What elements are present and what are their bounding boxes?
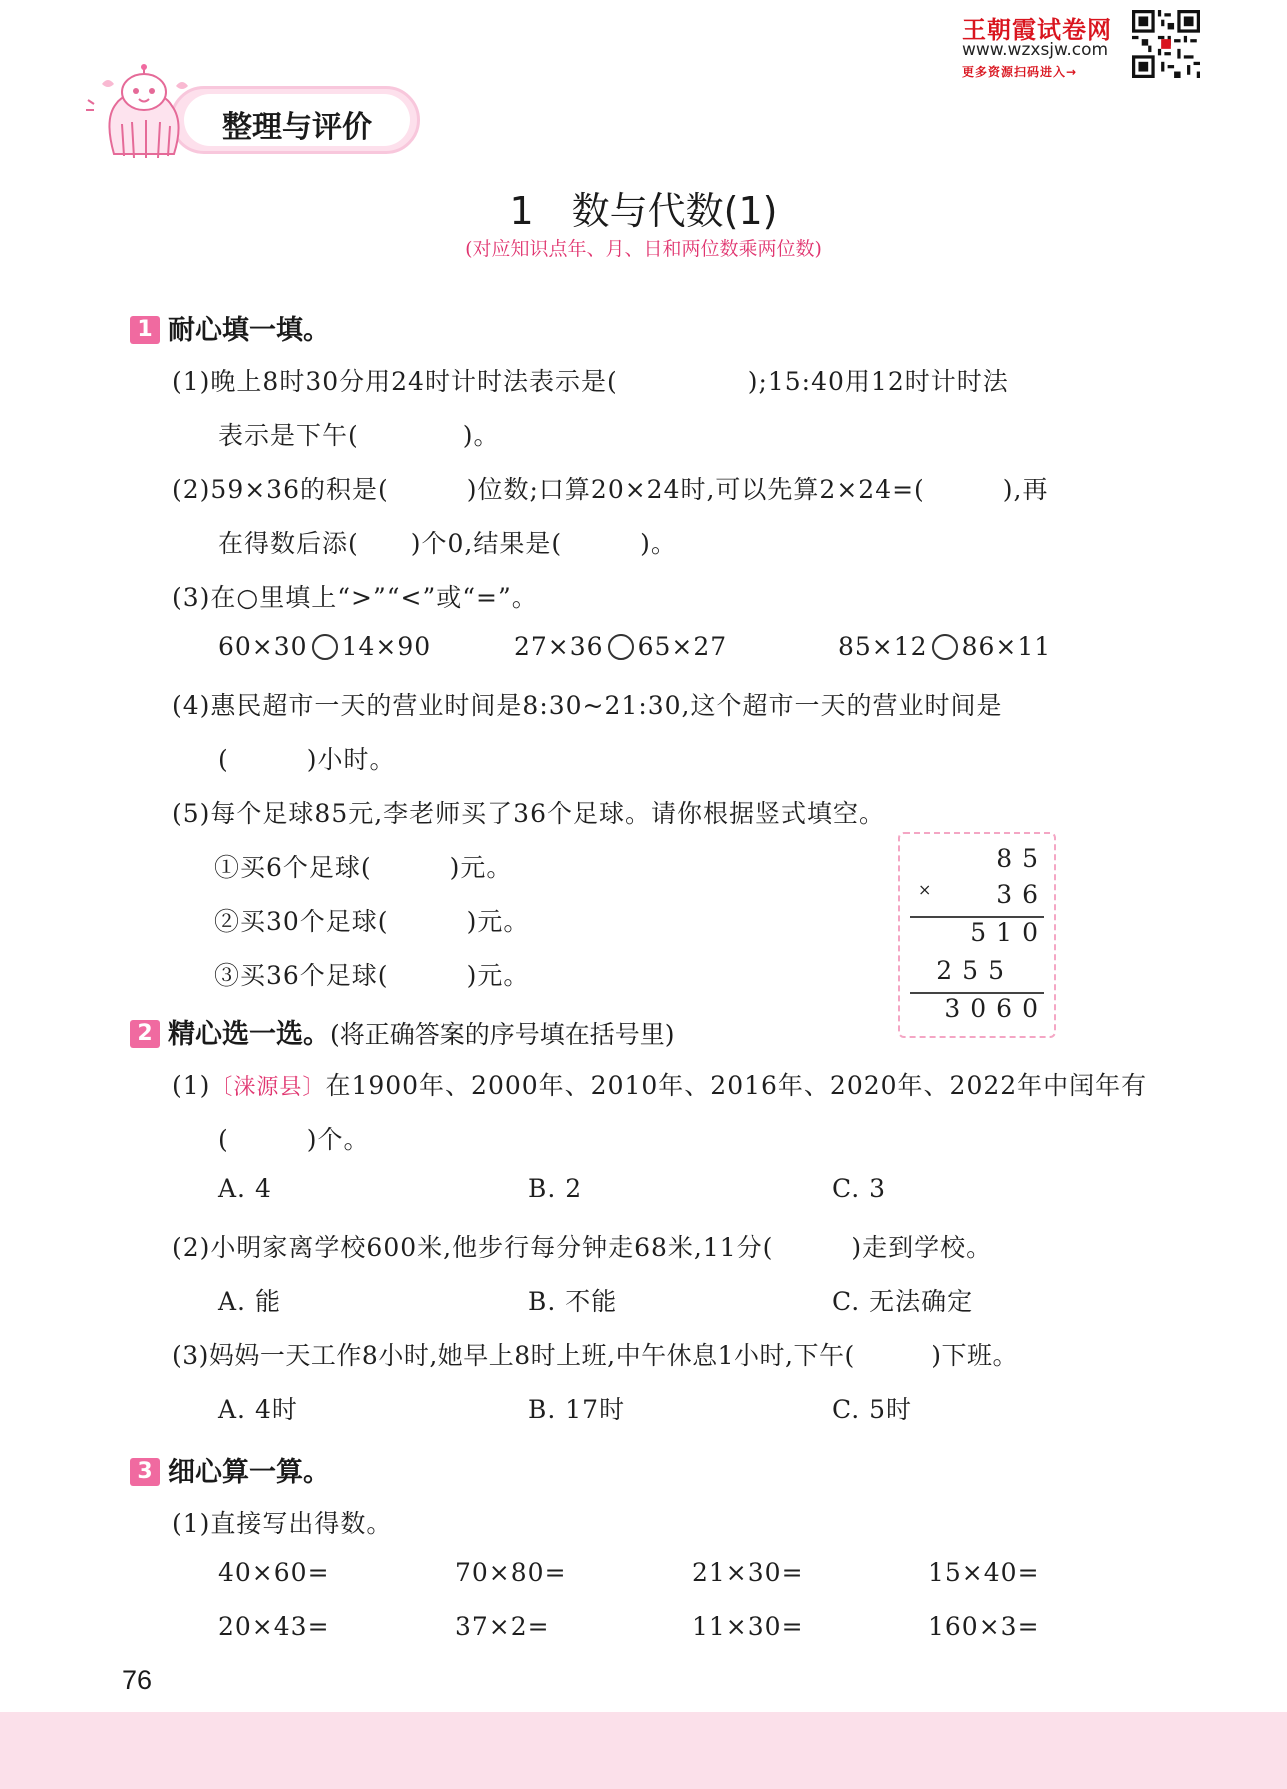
vertical-multiplicand: 85 [996, 844, 1048, 873]
question-1-5-part-3: ③买36个足球( )元。 [214, 961, 530, 990]
question-2-1-line-a [172, 1066, 1147, 1102]
region-tag: 〔涞源县〕 [210, 1075, 326, 1100]
question-2-1-text: 在1900年、2000年、2010年、2016年、2020年、2022年中闰年有 [325, 1071, 1148, 1100]
vertical-operator: × [918, 880, 932, 899]
choice-option[interactable]: A. 能 [218, 1287, 281, 1316]
choice-option[interactable]: B. 不能 [528, 1287, 618, 1316]
section-2-title: 精心选一选。 [168, 1019, 330, 1050]
question-1-3: (3)在○里填上“>”“<”或“=”。 [172, 583, 538, 612]
compare-left: 60×30 [218, 632, 308, 661]
compare-right: 65×27 [637, 632, 728, 661]
section-title: 整理与评价 [222, 110, 372, 145]
page-number: 76 [122, 1665, 153, 1695]
section-1-title: 耐心填一填。 [168, 315, 330, 346]
compare-right: 14×90 [341, 632, 432, 661]
question-1-4-line-a: (4)惠民超市一天的营业时间是8:30~21:30,这个超市一天的营业时间是 [172, 691, 1003, 720]
question-1-5: (5)每个足球85元,李老师买了36个足球。请你根据竖式填空。 [172, 799, 885, 828]
calc-item: 40×60= [218, 1558, 330, 1587]
publisher-brand [962, 10, 1262, 80]
question-1-2-line-b: 在得数后添( )个0,结果是( )。 [218, 529, 677, 558]
compare-right: 86×11 [961, 632, 1052, 661]
compare-item [218, 632, 431, 662]
compare-circle[interactable] [608, 634, 634, 660]
compare-left: 85×12 [838, 632, 928, 661]
choice-option[interactable]: C. 5时 [832, 1395, 913, 1424]
question-1-5-part-2: ②买30个足球( )元。 [214, 907, 530, 936]
choice-option[interactable]: A. 4 [218, 1174, 272, 1203]
calc-item: 37×2= [455, 1612, 550, 1641]
question-1-1-line-a: (1)晚上8时30分用24时计时法表示是( );15:40用12时计时法 [172, 367, 1009, 396]
section-tab [100, 82, 430, 158]
vertical-result: 3060 [944, 994, 1048, 1023]
section-3-title: 细心算一算。 [168, 1457, 330, 1488]
choice-option[interactable]: B. 2 [528, 1174, 583, 1203]
vertical-partial-2: 255 [936, 956, 1014, 985]
question-1-5-part-1: ①买6个足球( )元。 [214, 853, 513, 882]
section-2-note: (将正确答案的序号填在括号里) [330, 1020, 675, 1049]
compare-left: 27×36 [514, 632, 604, 661]
qr-code-icon[interactable] [1132, 10, 1200, 78]
calc-item: 20×43= [218, 1612, 330, 1641]
compare-item [514, 632, 727, 662]
question-3-1: (1)直接写出得数。 [172, 1509, 393, 1538]
mascot-illustration [84, 64, 204, 164]
section-2-heading [130, 1012, 675, 1051]
question-2-1-line-b: ( )个。 [218, 1125, 370, 1154]
section-1-number: 1 [130, 316, 160, 344]
lesson-title: 1 数与代数(1) [509, 189, 778, 233]
question-1-1-line-b: 表示是下午( )。 [218, 421, 500, 450]
compare-circle[interactable] [312, 634, 338, 660]
question-1-2-line-a: (2)59×36的积是( )位数;口算20×24时,可以先算2×24=( ),再 [172, 475, 1049, 504]
brand-url[interactable]: www.wzxsjw.com [962, 40, 1109, 60]
choice-option[interactable]: B. 17时 [528, 1395, 626, 1424]
choice-option[interactable]: C. 无法确定 [832, 1287, 974, 1316]
calc-item: 11×30= [692, 1612, 804, 1641]
choice-option[interactable]: C. 3 [832, 1174, 887, 1203]
compare-circle[interactable] [932, 634, 958, 660]
calc-item: 160×3= [928, 1612, 1040, 1641]
brand-tagline: 更多资源扫码进入→ [962, 65, 1078, 79]
question-2-2: (2)小明家离学校600米,他步行每分钟走68米,11分( )走到学校。 [172, 1233, 993, 1262]
footer-band [0, 1712, 1287, 1789]
section-1-heading [130, 308, 330, 347]
vertical-multiplication-box [898, 832, 1056, 1038]
section-2-number: 2 [130, 1020, 160, 1048]
calc-item: 21×30= [692, 1558, 804, 1587]
compare-item [838, 632, 1051, 662]
vertical-partial-1: 510 [970, 918, 1048, 947]
section-3-heading [130, 1450, 330, 1489]
section-3-number: 3 [130, 1458, 160, 1486]
question-2-1-prefix: (1) [172, 1071, 211, 1100]
brand-name: 王朝霞试卷网 [962, 16, 1112, 44]
lesson-subtitle: (对应知识点年、月、日和两位数乘两位数) [465, 238, 822, 260]
question-2-3: (3)妈妈一天工作8小时,她早上8时上班,中午休息1小时,下午( )下班。 [172, 1341, 1018, 1370]
calc-item: 15×40= [928, 1558, 1040, 1587]
vertical-multiplier: 36 [996, 880, 1048, 909]
choice-option[interactable]: A. 4时 [218, 1395, 298, 1424]
question-1-4-line-b: ( )小时。 [218, 745, 396, 774]
calc-item: 70×80= [455, 1558, 567, 1587]
